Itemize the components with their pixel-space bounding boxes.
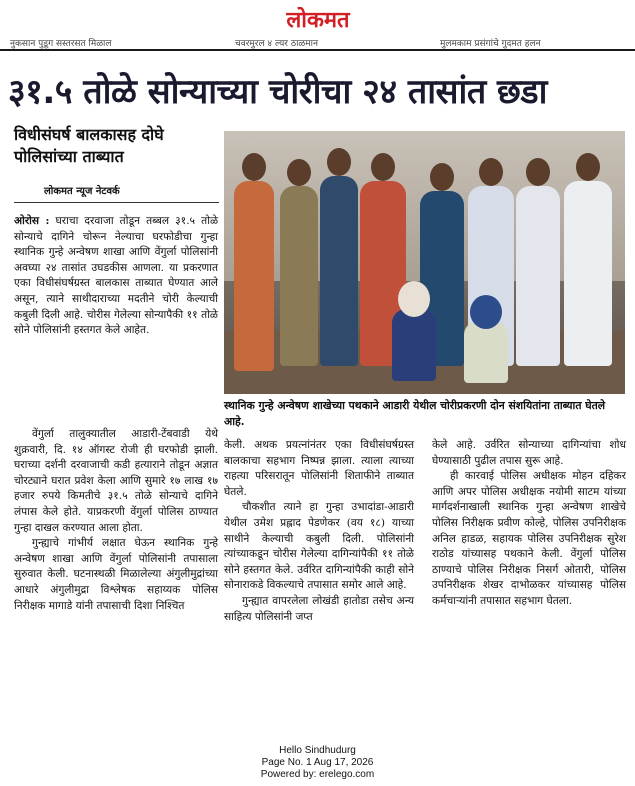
article-column-3: [432, 438, 626, 610]
col2-paragraph-2: चौकशीत त्याने हा गुन्हा उभादांडा-आडारी येथील उमेश प्रह्लाद पेडणेकर (वय १८) याच्या साथीने केल्याची कबुली दिली. पोलिसांनी त्यांच्याकडून चोरीस गेलेल्या दागिन्यांपैकी ११ तोळे सोने हस्तगत केले. उर्वरित दागिन्यांपैकी काही सोने सोनाराकडे विकल्याचे तपासात समोर आले आहे.: [224, 501, 414, 592]
ticker-middle: चवरमुरल ४ ल्यर ठाळमान: [235, 39, 318, 49]
news-photo: [224, 131, 625, 394]
lokmat-logo: लोकमत: [286, 8, 350, 33]
article-headline: ३१.५ तोळे सोन्याच्या चोरीचा २४ तासांत छडा: [8, 72, 547, 112]
col3-paragraph-1: केले आहे. उर्वरित सोन्याच्या दागिन्यांचा शोध घेण्यासाठी पुढील तपास सुरू आहे.: [432, 439, 626, 467]
paragraph-2: वेंगुर्ला तालुक्यातील आडारी-टेंबवाडी येथे शुक्रवारी, दि. १४ ऑगस्ट रोजी ही घरफोडी झाली. घराच्या दर्शनी दरवाजाची कडी हत्याराने तोडून अज्ञात चोरट्याने घरात प्रवेश केला आणि सुमारे १७ लाख १७ हजार रुपये किमतीचे ३१.५ तोळे सोन्याचे दागिने लंपास केले होते. याप्रकरणी वेंगुर्ला पोलिस ठाण्यात गुन्हा दाखल करण्यात आला होता.: [14, 428, 218, 534]
lead-text: घराचा दरवाजा तोडून तब्बल ३१.५ तोळे सोन्याचे दागिने चोरून नेल्याचा घरफोडीचा गुन्हा स्थानिक गुन्हे अन्वेषण शाखा आणि वेंगुर्ला पोलिसांनी अवघ्या २४ तासांत उघडकीस आणला. या प्रकरणात एका विधीसंघर्षग्रस्त बालकास ताब्यात घेण्यात आले असून, त्याने साथीदाराच्या मदतीने चोरी केल्याची कबुली दिली आहे. चोरीस गेलेल्या सोन्यापैकी ११ तोळे सोने पोलिसांनी हस्तगत केले आहेत.: [14, 215, 218, 337]
col2-paragraph-1: केली. अथक प्रयत्नांनंतर एका विधीसंघर्षग्रस्त बालकाचा सहभाग निष्पन्न झाला. त्याला त्याच्या राहत्या परिसरातून पोलिसांनी शिताफीने ताब्यात घेतले.: [224, 439, 414, 498]
photo-caption: स्थानिक गुन्हे अन्वेषण शाखेच्या पथकाने आडारी येथील चोरीप्रकरणी दोन संशयितांना ताब्यात घेतले आहे.: [224, 399, 606, 428]
masthead-rule: [0, 49, 635, 51]
ticker-right: मुलमकाम प्रसंगांचे गुदमत हलन: [440, 39, 541, 49]
page-footer: [0, 745, 635, 781]
ticker-left: नुकसान पुडूग सस्तरसत मिळाल: [10, 39, 112, 49]
footer-page-date: Page No. 1 Aug 17, 2026: [261, 757, 374, 768]
article-column-1-cont: [14, 427, 218, 614]
col3-paragraph-2: ही कारवाई पोलिस अधीक्षक मोहन दहिकर आणि अपर पोलिस अधीक्षक नयोमी साटम यांच्या मार्गदर्शनाखाली स्थानिक गुन्हा अन्वेषण शाखेचे पोलिस निरीक्षक प्रवीण कोल्हे, पोलिस उपनिरीक्षक अनिल हाडळ, सहायक पोलिस उपनिरीक्षक सुरेश राठोड यांच्यासह पथकाने केली. वेंगुर्ला पोलिस ठाण्याचे पोलिस निरीक्षक निसर्ग ओतारी, पोलिस उपनिरीक्षक शेखर दाभोळकर यांच्यासह पोलिस कर्मचाऱ्यांनी तपासात सहभाग घेतला.: [432, 470, 626, 607]
byline-divider: [14, 202, 219, 203]
footer-powered-by: Powered by: erelego.com: [260, 769, 375, 780]
footer-publication: Hello Sindhudurg: [279, 745, 356, 756]
paragraph-3: गुन्ह्याचे गांभीर्य लक्षात घेऊन स्थानिक गुन्हे अन्वेषण शाखा आणि वेंगुर्ला पोलिसांनी तपासाला सुरुवात केली. घटनास्थळी मिळालेल्या अंगुलीमुद्रांच्या आधारे अंगुलीमुद्रा विश्लेषक सहाय्यक पोलिस निरीक्षक मागाडे यांनी तपासाची दिशा निश्चित: [14, 537, 218, 612]
article-column-2: [224, 438, 414, 625]
dateline: ओरोस :: [14, 215, 50, 227]
article-column-1: [14, 214, 218, 339]
article-byline: लोकमत न्यूज नेटवर्क: [44, 186, 120, 197]
lead-paragraph: [14, 214, 218, 339]
article-subhead: विधीसंघर्ष बालकासह दोघे पोलिसांच्या ताब्यात: [14, 125, 164, 166]
col2-paragraph-3: गुन्ह्यात वापरलेला लोखंडी हातोडा तसेच अन्य साहित्य पोलिसांनी जप्त: [224, 594, 414, 623]
